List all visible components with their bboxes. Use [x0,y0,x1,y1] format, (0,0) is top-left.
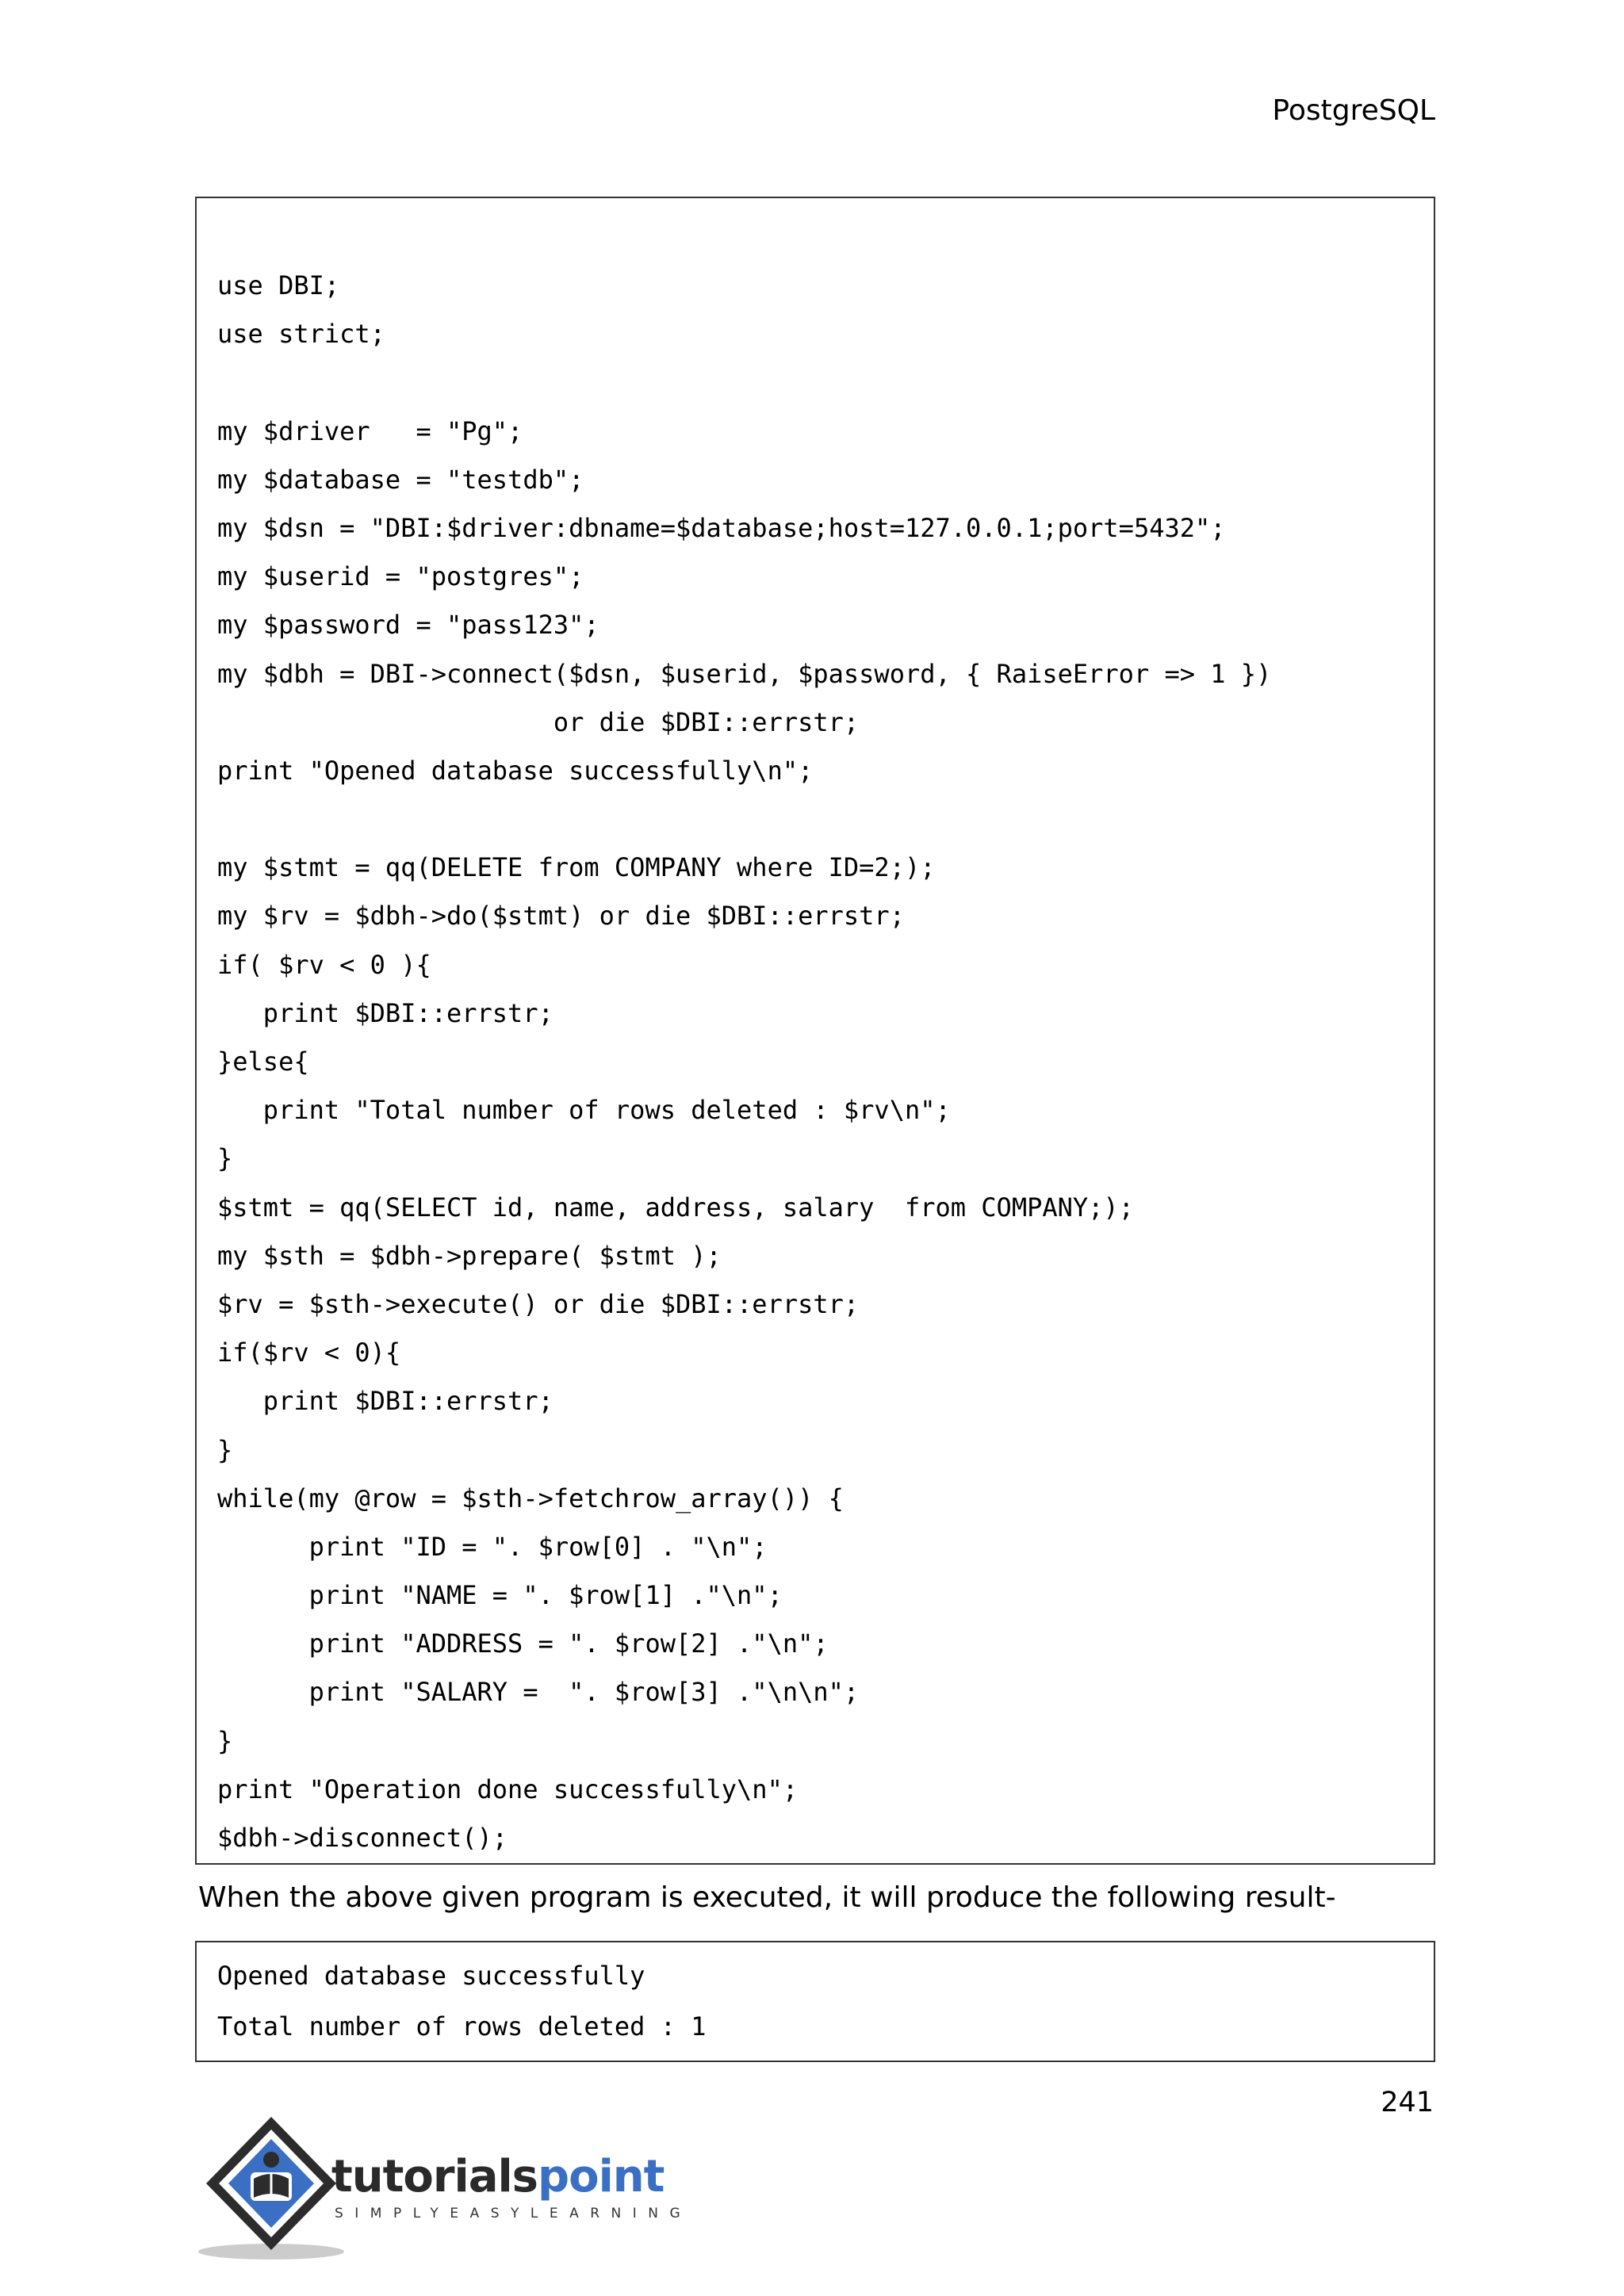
code-line: or die $DBI::errstr; [217,706,860,737]
code-line: print "Operation done successfully\n"; [217,1774,799,1804]
output-line: Opened database successfully [217,1961,645,1991]
code-line: my $userid = "postgres"; [217,561,584,592]
code-line: print "ID = ". $row[0] . "\n"; [217,1531,768,1562]
logo-tagline: SIMPLYEASYLEARNING [335,2206,692,2221]
code-line: }else{ [217,1047,309,1077]
code-line: my $stmt = qq(DELETE from COMPANY where ID=2;); [217,852,936,883]
code-line: } [217,1143,233,1174]
code-line: } [217,1725,233,1756]
code-line: $dbh->disconnect(); [217,1823,508,1853]
code-line: if( $rv < 0 ){ [217,949,431,980]
code-line: my $dsn = "DBI:$driver:dbname=$database;host=127.0.0.1;port=5432"; [217,512,1226,543]
page-number: 241 [1381,2087,1434,2118]
code-line: print "ADDRESS = ". $row[2] ."\n"; [217,1628,829,1659]
code-line: print "Total number of rows deleted : $rv\n"; [217,1095,951,1126]
code-line: print "Opened database successfully\n"; [217,755,814,786]
code-line: use DBI; [217,270,340,300]
code-line [217,795,1434,844]
code-line: if($rv < 0){ [217,1337,401,1368]
code-line: $stmt = qq(SELECT id, name, address, salary from COMPANY;); [217,1192,1134,1223]
output-block [195,1941,1435,2062]
code-line: use strict; [217,319,385,350]
code-line: my $database = "testdb"; [217,464,584,495]
code-line: print $DBI::errstr; [217,997,553,1028]
code-line: print "SALARY = ". $row[3] ."\n\n"; [217,1677,860,1708]
code-line: print $DBI::errstr; [217,1386,553,1417]
result-intro-paragraph: When the above given program is executed, it will produce the following result- [198,1881,1336,1914]
output-line: Total number of rows deleted : 1 [217,2011,707,2042]
code-line: my $sth = $dbh->prepare( $stmt ); [217,1240,722,1271]
code-line: my $password = "pass123"; [217,610,599,641]
code-line: $rv = $sth->execute() or die $DBI::errstr; [217,1288,860,1319]
page-header-title: PostgreSQL [1272,94,1435,127]
code-line: } [217,1434,233,1465]
code-line: my $driver = "Pg"; [217,415,523,446]
code-line: my $dbh = DBI->connect($dsn, $userid, $password, { RaiseError => 1 }) [217,658,1272,689]
code-line: while(my @row = $sth->fetchrow_array()) { [217,1483,844,1513]
tutorialspoint-logo [195,2110,692,2261]
code-line [217,358,1434,407]
logo-wordmark: tutorialspoint [331,2151,665,2202]
code-line: print "NAME = ". $row[1] ."\n"; [217,1580,783,1611]
code-block [195,197,1435,1865]
code-line: my $rv = $dbh->do($stmt) or die $DBI::errstr; [217,901,905,932]
